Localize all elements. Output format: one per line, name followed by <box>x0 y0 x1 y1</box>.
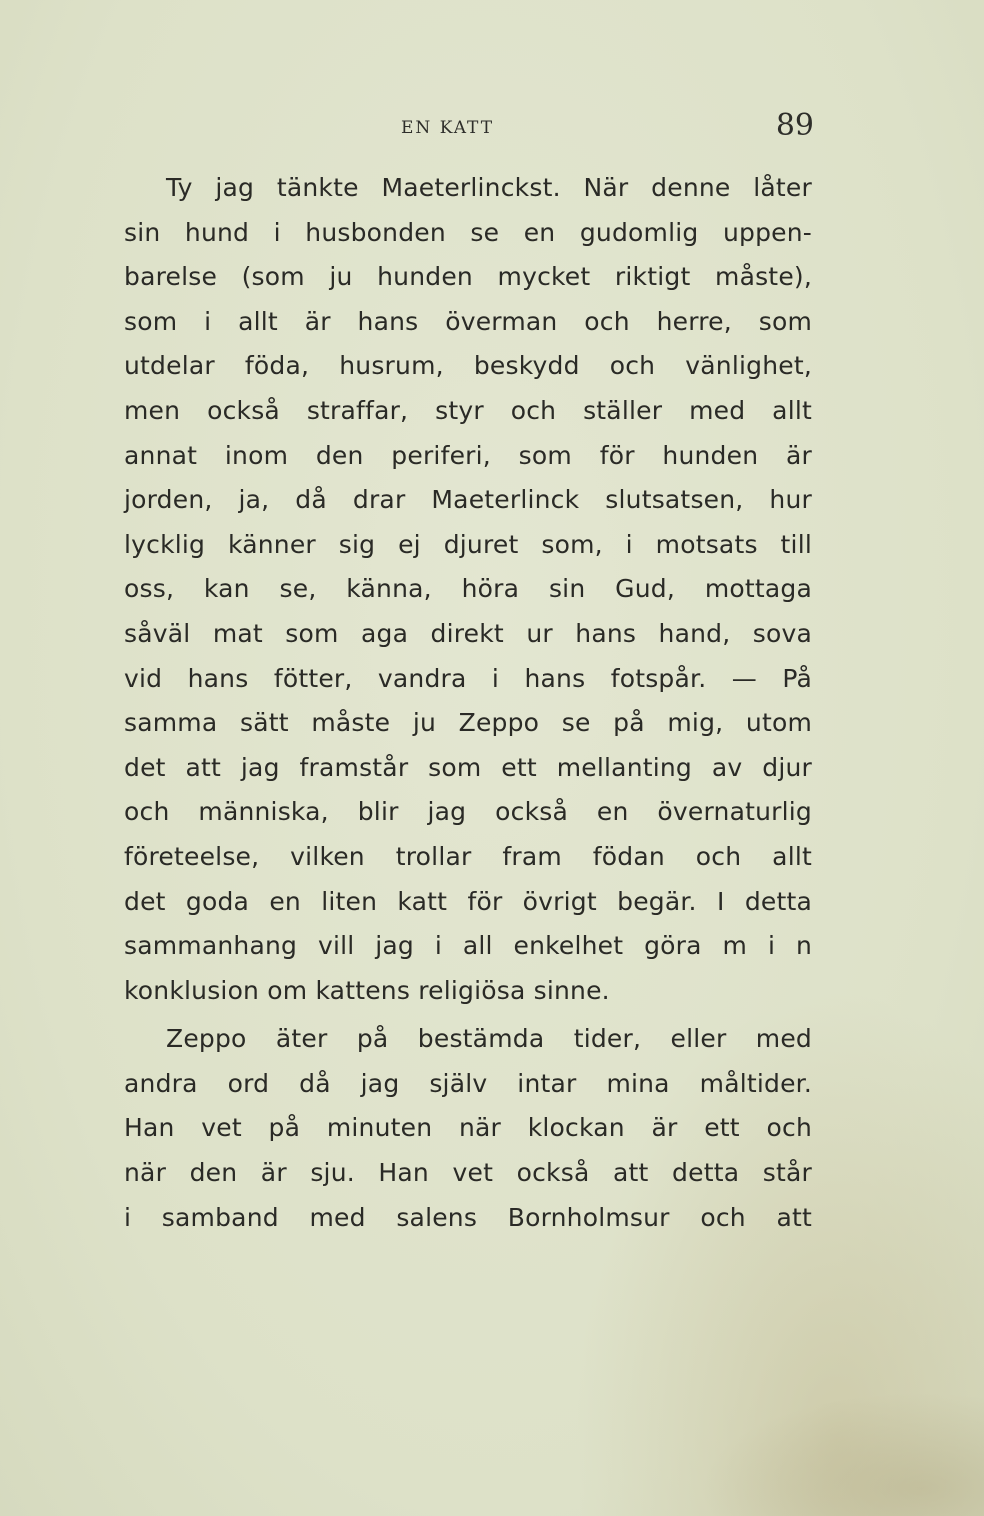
text-line: annat inom den periferi, som för hunden är <box>124 440 812 470</box>
paragraph-2 <box>124 1017 812 1240</box>
text-line: konklusion om kattens religiösa sinne. <box>124 975 610 1005</box>
text-line: Zeppo äter på bestämda tider, eller med <box>166 1024 812 1054</box>
page-header <box>124 108 814 152</box>
text-line: i samband med salens Bornholmsur och att <box>124 1202 812 1232</box>
body-text <box>124 166 812 1240</box>
text-line: jorden, ja, då drar Maeterlinck slutsatsen, hur <box>124 485 812 515</box>
paper-stain <box>664 1376 984 1516</box>
text-line: sammanhang vill jag i all enkelhet göra m i n <box>124 931 812 961</box>
text-line: och människa, blir jag också en övernaturlig <box>124 797 812 827</box>
text-line: lycklig känner sig ej djuret som, i motsats till <box>124 529 812 559</box>
text-line: barelse (som ju hunden mycket riktigt måste), <box>124 262 812 292</box>
text-line: som i allt är hans överman och herre, som <box>124 306 812 336</box>
text-line: men också straffar, styr och ställer med allt <box>124 395 812 425</box>
text-line: vid hans fötter, vandra i hans fotspår. — På <box>124 663 812 693</box>
text-line: samma sätt måste ju Zeppo se på mig, utom <box>124 708 812 738</box>
text-line: det goda en liten katt för övrigt begär. I detta <box>124 886 812 916</box>
page-number: 89 <box>775 108 814 143</box>
text-line: företeelse, vilken trollar fram födan och allt <box>124 841 812 871</box>
text-line: Han vet på minuten när klockan är ett och <box>124 1113 812 1143</box>
paragraph-1 <box>124 166 812 1013</box>
text-line: det att jag framstår som ett mellanting av djur <box>124 752 812 782</box>
text-line: såväl mat som aga direkt ur hans hand, sova <box>124 618 812 648</box>
text-line: Ty jag tänkte Maeterlinckst. När denne låter <box>166 173 812 202</box>
text-line: sin hund i husbonden se en gudomlig uppen- <box>124 217 812 247</box>
running-title: EN KATT <box>401 118 495 138</box>
text-line: när den är sju. Han vet också att detta står <box>124 1158 812 1188</box>
text-line: oss, kan se, känna, höra sin Gud, mottaga <box>124 574 812 604</box>
text-line: andra ord då jag själv intar mina måltider. <box>124 1068 812 1098</box>
text-line: utdelar föda, husrum, beskydd och vänlighet, <box>124 351 812 381</box>
